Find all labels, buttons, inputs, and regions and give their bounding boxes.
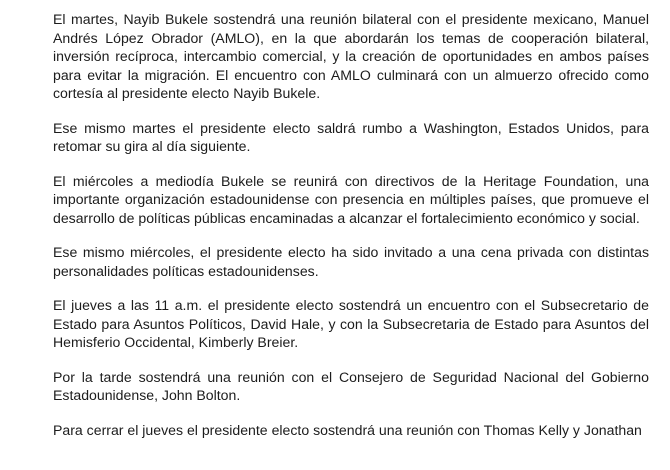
paragraph-amlo-meeting: El martes, Nayib Bukele sostendrá una reunión bilateral con el presidente mexicano, Manuel Andrés López Obrador (AMLO), en la que abordarán los temas de cooperación bilateral, inversión recíproca, intercambio comercial, y la creación de oportunidades en ambos países para evitar la migración. El encuentro con AMLO culminará con un almuerzo ofrecido como cortesía al presidente electo Nayib Bukele.	[53, 11, 649, 101]
document-body	[53, 10, 649, 439]
paragraph-washington-trip: Ese mismo martes el presidente electo saldrá rumbo a Washington, Estados Unidos, para retomar su gira al día siguiente.	[53, 119, 649, 154]
paragraph-private-dinner: Ese mismo miércoles, el presidente electo ha sido invitado a una cena privada con distintas personalidades políticas estadounidenses.	[53, 244, 649, 279]
paragraph-kelly-meeting: Para cerrar el jueves el presidente electo sostendrá una reunión con Thomas Kelly y Jonathan	[53, 421, 642, 438]
paragraph-state-department-meeting: El jueves a las 11 a.m. el presidente electo sostendrá un encuentro con el Subsecretario de Estado para Asuntos Políticos, David Hale, y con la Subsecretaria de Estado para Asuntos del Hemisferio Occidental, Kimberly Breier.	[53, 297, 649, 350]
paragraph-bolton-meeting: Por la tarde sostendrá una reunión con el Consejero de Seguridad Nacional del Gobierno Estadounidense, John Bolton.	[53, 368, 649, 403]
paragraph-heritage-foundation: El miércoles a mediodía Bukele se reunirá con directivos de la Heritage Foundation, una importante organización estadounidense con presencia en múltiples países, que promueve el desarrollo de políticas públicas encaminadas a alcanzar el fortalecimiento económico y social.	[53, 172, 649, 226]
